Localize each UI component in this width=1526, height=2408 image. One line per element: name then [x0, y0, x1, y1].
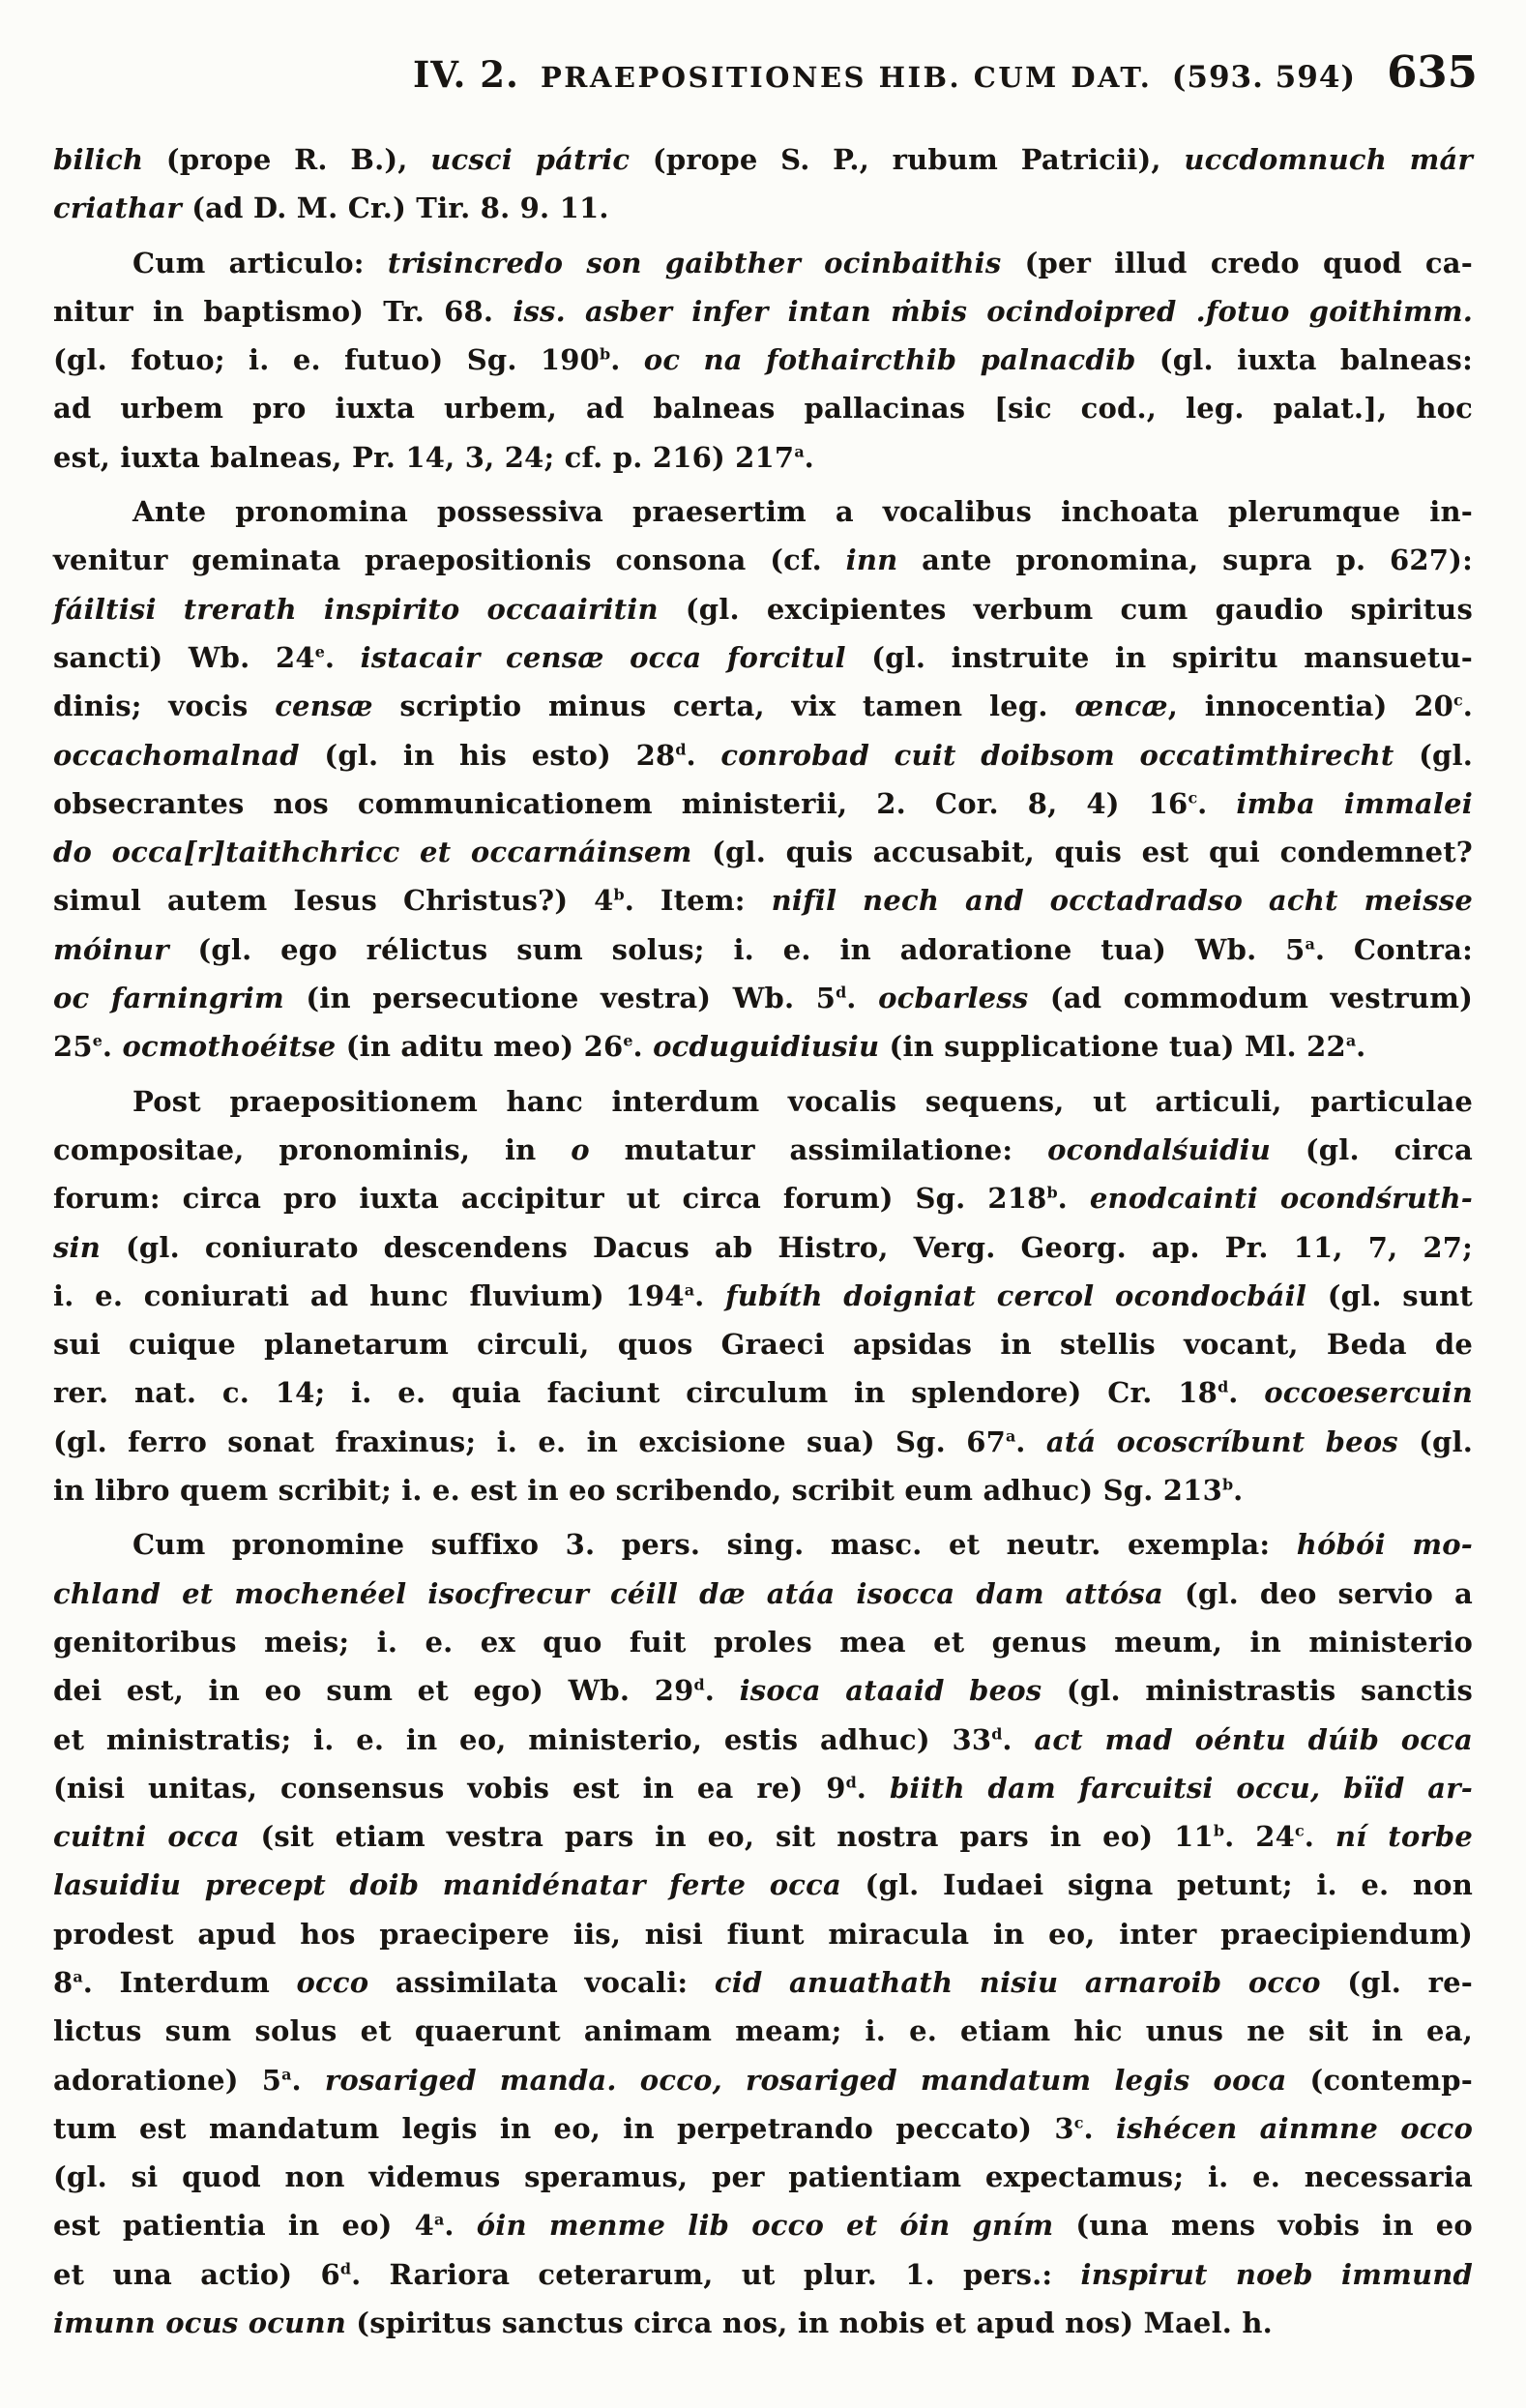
text-run: (ad D. M. Cr.) Tir. 8. 9. 11. [181, 191, 609, 225]
folio-superscript: b [613, 885, 625, 904]
irish-phrase: rosariged manda. occo, rosariged mandatum legis ooca [324, 2063, 1287, 2097]
irish-phrase: chland et mochenéel isocfrecur céill dæ atáa isocca dam attósa [53, 1576, 1163, 1610]
irish-phrase: occo [296, 1965, 369, 1999]
text-run: . [102, 1030, 123, 1064]
folio-superscript: e [92, 1031, 103, 1050]
text-run: , innocentia) 20 [1167, 690, 1453, 723]
text-line [53, 1320, 1473, 1368]
text-run: Cum pronomine suffixo 3. pers. sing. masc. et neutr. exempla: [132, 1528, 1297, 1562]
folio-superscript: d [1218, 1377, 1229, 1396]
text-line [53, 1077, 1473, 1126]
text-run: (per illud credo quod ca- [1001, 246, 1474, 279]
paragraph [53, 1520, 1473, 2347]
text-run: . [856, 1771, 890, 1805]
text-run: (gl. si quod non videmus speramus, per patientiam expectamus; i. e. necessaria [53, 2160, 1473, 2194]
text-line [53, 1716, 1473, 1764]
running-head [53, 46, 1478, 98]
folio-superscript: d [675, 739, 687, 758]
paragraph [53, 135, 1473, 233]
text-run: (gl. ferro sonat fraxinus; i. e. in excisione sua) Sg. 67 [53, 1424, 1006, 1458]
text-run: simul autem Iesus Christus?) 4 [53, 884, 614, 918]
text-run: . [1197, 786, 1237, 820]
irish-phrase: inn [845, 543, 898, 577]
folio-superscript: c [1073, 2113, 1084, 2132]
text-run: 25 [53, 1030, 93, 1064]
text-run: . Item: [624, 884, 772, 918]
irish-phrase: do occa[r]taithchricc et occarnáinsem [53, 836, 692, 869]
irish-phrase: ishécen ainmne occo [1116, 2111, 1473, 2145]
text-run: scriptio minus certa, vix tamen leg. [372, 690, 1075, 723]
text-line [53, 682, 1473, 730]
folio-superscript: b [1046, 1183, 1058, 1202]
text-run: mutatur assimilatione: [589, 1132, 1048, 1166]
irish-phrase: occoesercuin [1264, 1376, 1473, 1410]
irish-phrase: cid anuathath nisiu arnaroib occo [714, 1965, 1321, 1999]
text-line [53, 433, 1473, 482]
text-run: (gl. quis accusabit, quis est qui condemnet? [691, 836, 1474, 869]
text-run: (gl. fotuo; i. e. futuo) Sg. 190 [53, 343, 601, 377]
irish-phrase: fubíth doigniat cercol ocondocbáil [725, 1278, 1307, 1312]
text-run: (gl. circa [1271, 1132, 1473, 1166]
text-line [53, 1958, 1473, 2007]
text-line [53, 1174, 1473, 1222]
text-line [53, 1418, 1473, 1466]
text-run: ante pronomina, supra p. 627): [897, 543, 1474, 577]
text-line [53, 2007, 1473, 2055]
text-run: . [1083, 2111, 1116, 2145]
text-run: est, iuxta balneas, Pr. 14, 3, 24; cf. p. 216) 217 [53, 440, 795, 474]
text-line [53, 135, 1473, 184]
text-run: 8 [53, 1965, 73, 1999]
irish-phrase: hóbói mo- [1296, 1528, 1473, 1562]
text-line [53, 2299, 1473, 2347]
text-run: . [1462, 690, 1474, 723]
section-number: IV. 2. [413, 53, 519, 96]
text-run: (gl. excipientes verbum cum gaudio spiritus [658, 592, 1473, 626]
folio-superscript: d [991, 1723, 1003, 1743]
text-line [53, 585, 1473, 633]
paragraph [53, 239, 1473, 482]
text-line [53, 487, 1473, 536]
irish-phrase: bilich [53, 143, 144, 176]
text-run: (gl. [1397, 1424, 1473, 1458]
text-run: (nisi unitas, consensus vobis est in ea re) 9 [53, 1771, 846, 1805]
text-run: . [324, 640, 361, 674]
text-run: . Contra: [1314, 932, 1474, 966]
text-line [53, 633, 1473, 682]
text-run: in libro quem scribit; i. e. est in eo scribendo, scribit eum adhuc) Sg. 213 [53, 1474, 1222, 1508]
irish-phrase: censæ [275, 690, 373, 723]
text-run: . [1057, 1182, 1090, 1216]
text-run: (una mens vobis in eo [1053, 2209, 1473, 2243]
text-line [53, 2056, 1473, 2104]
text-run: i. e. coniurati ad hunc fluvium) 194 [53, 1278, 685, 1312]
irish-phrase: sin [53, 1230, 102, 1264]
text-run: (in aditu meo) 26 [336, 1030, 624, 1064]
folio-superscript: a [794, 442, 805, 461]
text-line [53, 2153, 1473, 2201]
text-run: (gl. [1394, 738, 1474, 772]
text-line [53, 876, 1473, 925]
text-run: (gl. Iudaei signa petunt; i. e. non [841, 1868, 1473, 1902]
text-line [53, 2250, 1473, 2299]
text-run: sui cuique planetarum circuli, quos Graeci apsidas in stellis vocant, Beda de [53, 1328, 1473, 1362]
irish-phrase: fáiltisi trerath inspirito occaairitin [53, 592, 659, 626]
text-run: . [1356, 1030, 1366, 1064]
text-run: (gl. instruite in spiritu mansuetu- [845, 640, 1474, 674]
text-run: ad urbem pro iuxta urbem, ad balneas pallacinas [sic cod., leg. palat.], hoc [53, 392, 1473, 426]
folio-superscript: c [1188, 788, 1198, 808]
text-run: Ante pronomina possessiva praesertim a vocalibus inchoata plerumque in- [132, 495, 1473, 529]
text-run: (gl. in his esto) 28 [299, 738, 676, 772]
text-line [53, 925, 1473, 974]
text-line [53, 1910, 1473, 1958]
irish-phrase: biith dam farcuitsi occu, bïid ar- [889, 1771, 1474, 1805]
irish-phrase: ucsci pátric [430, 143, 631, 176]
text-line [53, 1520, 1473, 1569]
text-run: nitur in baptismo) Tr. 68. [53, 294, 514, 328]
irish-phrase: œncæ [1074, 690, 1168, 723]
text-line [53, 239, 1473, 287]
text-run: . [1304, 1820, 1335, 1854]
text-line [53, 336, 1473, 384]
text-run: Cum articulo: [132, 246, 388, 279]
irish-phrase: cuitni occa [53, 1820, 240, 1854]
text-line [53, 828, 1473, 876]
text-run: (prope S. P., rubum Patricii), [630, 143, 1185, 176]
folio-superscript: c [1295, 1821, 1305, 1840]
text-line [53, 287, 1473, 336]
text-run: dei est, in eo sum et ego) Wb. 29 [53, 1674, 694, 1708]
folio-superscript: d [845, 1773, 857, 1792]
text-line [53, 536, 1473, 584]
text-run: . [686, 738, 721, 772]
text-run: . [1015, 1424, 1046, 1458]
folio-reference: (593. 594) [1171, 60, 1357, 95]
text-run: . [1002, 1722, 1035, 1756]
text-line [53, 1223, 1473, 1272]
text-run: dinis; vocis [53, 690, 276, 723]
text-run: (sit etiam vestra pars in eo, sit nostra pars in eo) 11 [239, 1820, 1214, 1854]
text-run: (in persecutione vestra) Wb. 5 [283, 982, 836, 1015]
irish-phrase: istacair censæ occa forcitul [360, 640, 846, 674]
folio-superscript: b [1221, 1475, 1234, 1494]
irish-phrase: oc farningrim [53, 982, 284, 1015]
folio-superscript: a [434, 2210, 445, 2229]
text-run: (gl. ego rélictus sum solus; i. e. in adoratione tua) Wb. 5 [168, 932, 1306, 966]
folio-superscript: d [339, 2259, 352, 2278]
text-run: . [632, 1030, 654, 1064]
text-run: forum: circa pro iuxta accipitur ut circa forum) Sg. 218 [53, 1182, 1047, 1216]
irish-phrase: ocbarless [878, 982, 1029, 1015]
text-run: . [444, 2209, 477, 2243]
text-run: (gl. deo servio a [1162, 1576, 1473, 1610]
paragraph [53, 1077, 1473, 1515]
text-run: . Rariora ceterarum, ut plur. 1. pers.: [351, 2257, 1081, 2291]
irish-phrase: óin menme lib occo et óin gním [476, 2209, 1054, 2243]
text-run: . [610, 343, 644, 377]
irish-phrase: trisincredo son gaibther ocinbaithis [387, 246, 1002, 279]
irish-phrase: imunn ocus ocunn [53, 2306, 347, 2340]
irish-phrase: uccdomnuch már [1184, 143, 1473, 176]
text-run: . Interdum [82, 1965, 297, 1999]
text-run: . [1228, 1376, 1265, 1410]
text-run: . 24 [1224, 1820, 1295, 1854]
text-line [53, 2201, 1473, 2249]
text-line [53, 1812, 1473, 1861]
text-line [53, 1022, 1473, 1071]
text-run: lictus sum solus et quaerunt animam meam; i. e. etiam hic unus ne sit in ea, [53, 2014, 1473, 2048]
irish-phrase: ocduguidiusiu [653, 1030, 880, 1064]
text-run: . [704, 1674, 740, 1708]
text-run: . [846, 982, 879, 1015]
folio-superscript: e [314, 642, 325, 661]
running-title: PRAEPOSITIONES HIB. CUM DAT. [540, 61, 1153, 94]
text-run: (gl. ministrastis sanctis [1042, 1674, 1474, 1708]
folio-superscript: a [281, 2064, 292, 2083]
irish-phrase: isoca ataaid beos [739, 1674, 1042, 1708]
text-run: (gl. coniurato descendens Dacus ab Histro, Verg. Georg. ap. Pr. 11, 7, 27; [101, 1230, 1473, 1264]
folio-superscript: a [1305, 934, 1315, 954]
text-line [53, 731, 1473, 779]
folio-superscript: c [1453, 690, 1463, 710]
text-run: . [1233, 1474, 1244, 1508]
text-line [53, 974, 1473, 1022]
text-line [53, 1126, 1473, 1174]
folio-superscript: e [623, 1031, 633, 1050]
text-line [53, 1272, 1473, 1320]
irish-phrase: lasuidiu precept doib manidénatar ferte occa [53, 1868, 841, 1902]
text-line [53, 1368, 1473, 1417]
text-line [53, 184, 1473, 232]
text-run: (gl. re- [1320, 1965, 1474, 1999]
text-run: genitoribus meis; i. e. ex quo fuit proles mea et genus meum, in ministerio [53, 1625, 1473, 1659]
text-run: venitur geminata praepositionis consona (cf. [53, 543, 846, 577]
folio-superscript: a [73, 1967, 83, 1986]
text-run: et ministratis; i. e. in eo, ministerio, estis adhuc) 33 [53, 1722, 992, 1756]
page-number: 635 [1387, 46, 1478, 98]
text-run: (gl. sunt [1306, 1278, 1473, 1312]
irish-phrase: inspirut noeb immund [1080, 2257, 1474, 2291]
irish-phrase: iss. asber infer intan ṁbis ocindoipred .fotuo goithimm. [513, 294, 1474, 328]
text-line [53, 384, 1473, 432]
text-run: (prope R. B.), [143, 143, 431, 176]
text-run: . [694, 1278, 726, 1312]
text-run: Post praepositionem hanc interdum vocalis sequens, ut articuli, particulae [132, 1084, 1473, 1118]
irish-phrase: occachomalnad [53, 738, 300, 772]
folio-superscript: a [1345, 1031, 1357, 1050]
folio-superscript: d [693, 1675, 705, 1694]
irish-phrase: móinur [53, 932, 169, 966]
text-run: . [291, 2063, 325, 2097]
text-run: rer. nat. c. 14; i. e. quia faciunt circulum in splendore) Cr. 18 [53, 1376, 1218, 1410]
folio-superscript: d [836, 983, 847, 1002]
text-run: et una actio) 6 [53, 2257, 340, 2291]
text-line [53, 1666, 1473, 1715]
irish-phrase: imba immalei [1236, 786, 1473, 820]
text-line [53, 1466, 1473, 1514]
text-run: (spiritus sanctus circa nos, in nobis et apud nos) Mael. h. [346, 2306, 1273, 2340]
irish-phrase: criathar [53, 191, 182, 225]
folio-superscript: b [600, 344, 611, 364]
folio-superscript: b [1213, 1821, 1225, 1840]
text-run: compositae, pronominis, in [53, 1132, 572, 1166]
irish-phrase: ocondalśuidiu [1047, 1132, 1272, 1166]
text-run: est patientia in eo) 4 [53, 2209, 435, 2243]
irish-phrase: atá ocoscríbunt beos [1045, 1424, 1398, 1458]
text-run: tum est mandatum legis in eo, in perpetrando peccato) 3 [53, 2111, 1074, 2145]
paragraph [53, 487, 1473, 1072]
text-run: prodest apud hos praecipere iis, nisi fiunt miracula in eo, inter praecipiendum) [53, 1917, 1473, 1951]
text-run: assimilata vocali: [368, 1965, 715, 1999]
text-run: . [804, 440, 814, 474]
text-run: (in supplicatione tua) Ml. 22 [879, 1030, 1346, 1064]
irish-phrase: enodcainti ocondśruth- [1089, 1182, 1473, 1216]
text-line [53, 2104, 1473, 2153]
text-run: sancti) Wb. 24 [53, 640, 315, 674]
text-line [53, 779, 1473, 828]
irish-phrase: o [571, 1132, 590, 1166]
irish-phrase: oc na fothaircthib palnacdib [643, 343, 1136, 377]
text-line [53, 1618, 1473, 1666]
text-line [53, 1570, 1473, 1618]
text-line [53, 1764, 1473, 1812]
text-run: (ad commodum vestrum) [1028, 982, 1474, 1015]
text-run: obsecrantes nos communicationem ministerii, 2. Cor. 8, 4) 16 [53, 786, 1189, 820]
page-body [53, 135, 1473, 2353]
irish-phrase: nifil nech and occtadradso acht meisse [771, 884, 1473, 918]
text-run: (contemp- [1286, 2063, 1473, 2097]
text-line [53, 1861, 1473, 1909]
irish-phrase: act mad oéntu dúib occa [1034, 1722, 1473, 1756]
text-run: (gl. iuxta balneas: [1135, 343, 1473, 377]
irish-phrase: conrobad cuit doibsom occatimthirecht [720, 738, 1394, 772]
folio-superscript: a [1005, 1426, 1016, 1446]
text-run: adoratione) 5 [53, 2063, 282, 2097]
folio-superscript: a [684, 1280, 695, 1300]
irish-phrase: ní torbe [1335, 1820, 1474, 1854]
irish-phrase: ocmothoéitse [122, 1030, 337, 1064]
